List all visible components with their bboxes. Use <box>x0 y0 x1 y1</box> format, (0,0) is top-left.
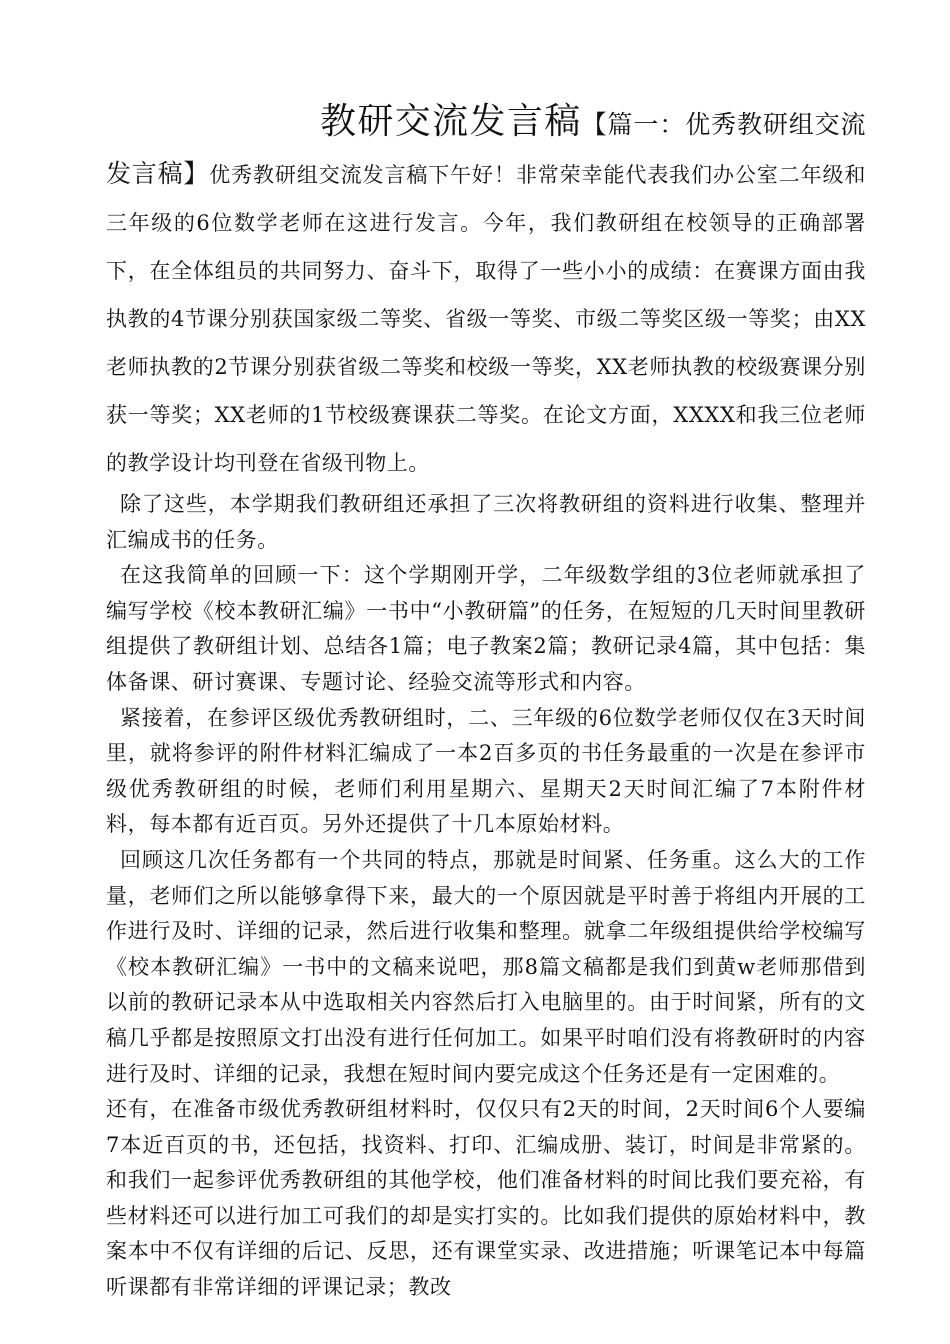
paragraph-6: 还有，在准备市级优秀教研组材料时，仅仅只有2天的时间，2天时间6个人要编7本近百页的书，还包括，找资料、打印、汇编成册、装订，时间是非常紧的。和我们一起参评优秀教研组的其他学校，他们准备材料的时间比我们要充裕，有些材料还可以进行加工可我们的却是实打实的。比如我们提供的原始材料中，教案本中不仅有详细的后记、反思，还有课堂实录、改进措施；听课笔记本中每篇听课都有非常详细的评课记录；教改 <box>106 1097 866 1300</box>
paragraph-text: 优秀教研组交流发言稿下午好！非常荣幸能代表我们办公室二年级和三年级的6位数学老师在这进行发言。今年，我们教研组在校领导的正确部署下，在全体组员的共同努力、奋斗下，取得了一些小小的成绩：在赛课方面由我执教的4节课分别获国家级二等奖、省级一等奖、市级二等奖区级一等奖；由XX老师执教的2节课分别获省级二等奖和校级一等奖，XX老师执教的校级赛课分别获一等奖；XX老师的1节校级赛课获二等奖。在论文方面，XXXX和我三位老师的教学设计均刊登在省级刊物上。 <box>106 163 866 475</box>
paragraph-1 <box>106 98 866 487</box>
document-body <box>106 98 866 1306</box>
paragraph-4: 紧接着，在参评区级优秀教研组时，二、三年级的6位数学老师仅仅在3天时间里，就将参评的附件材料汇编成了一本2百多页的书任务最重的一次是在参评市级优秀教研组的时候，老师们利用星期六、星期天2天时间汇编了7本附件材料，每本都有近百页。另外还提供了十几本原始材料。 <box>106 705 866 837</box>
paragraph-2: 除了这些，本学期我们教研组还承担了三次将教研组的资料进行收集、整理并汇编成书的任务。 <box>106 492 866 552</box>
document-subtitle: 【篇一：优秀教研组交流发言稿】 <box>106 110 866 188</box>
paragraph-3: 在这我简单的回顾一下：这个学期刚开学，二年级数学组的3位老师就承担了编写学校《校本教研汇编》一书中“小教研篇”的任务，在短短的几天时间里教研组提供了教研组计划、总结各1篇；电子教案2篇；教研记录4篇，其中包括：集体备课、研讨赛课、专题讨论、经验交流等形式和内容。 <box>106 563 866 694</box>
document-title: 教研交流发言稿 <box>320 101 582 142</box>
paragraph-5: 回顾这几次任务都有一个共同的特点，那就是时间紧、任务重。这么大的工作量，老师们之所以能够拿得下来，最大的一个原因就是平时善于将组内开展的工作进行及时、详细的记录，然后进行收集和整理。就拿二年级组提供给学校编写《校本教研汇编》一书中的文稿来说吧，那8篇文稿都是我们到黄w老师那借到以前的教研记录本从中选取相关内容然后打入电脑里的。由于时间紧，所有的文稿几乎都是按照原文打出没有进行任何加工。如果平时咱们没有将教研时的内容进行及时、详细的记录，我想在短时间内要完成这个任务还是有一定困难的。 <box>106 847 866 1086</box>
